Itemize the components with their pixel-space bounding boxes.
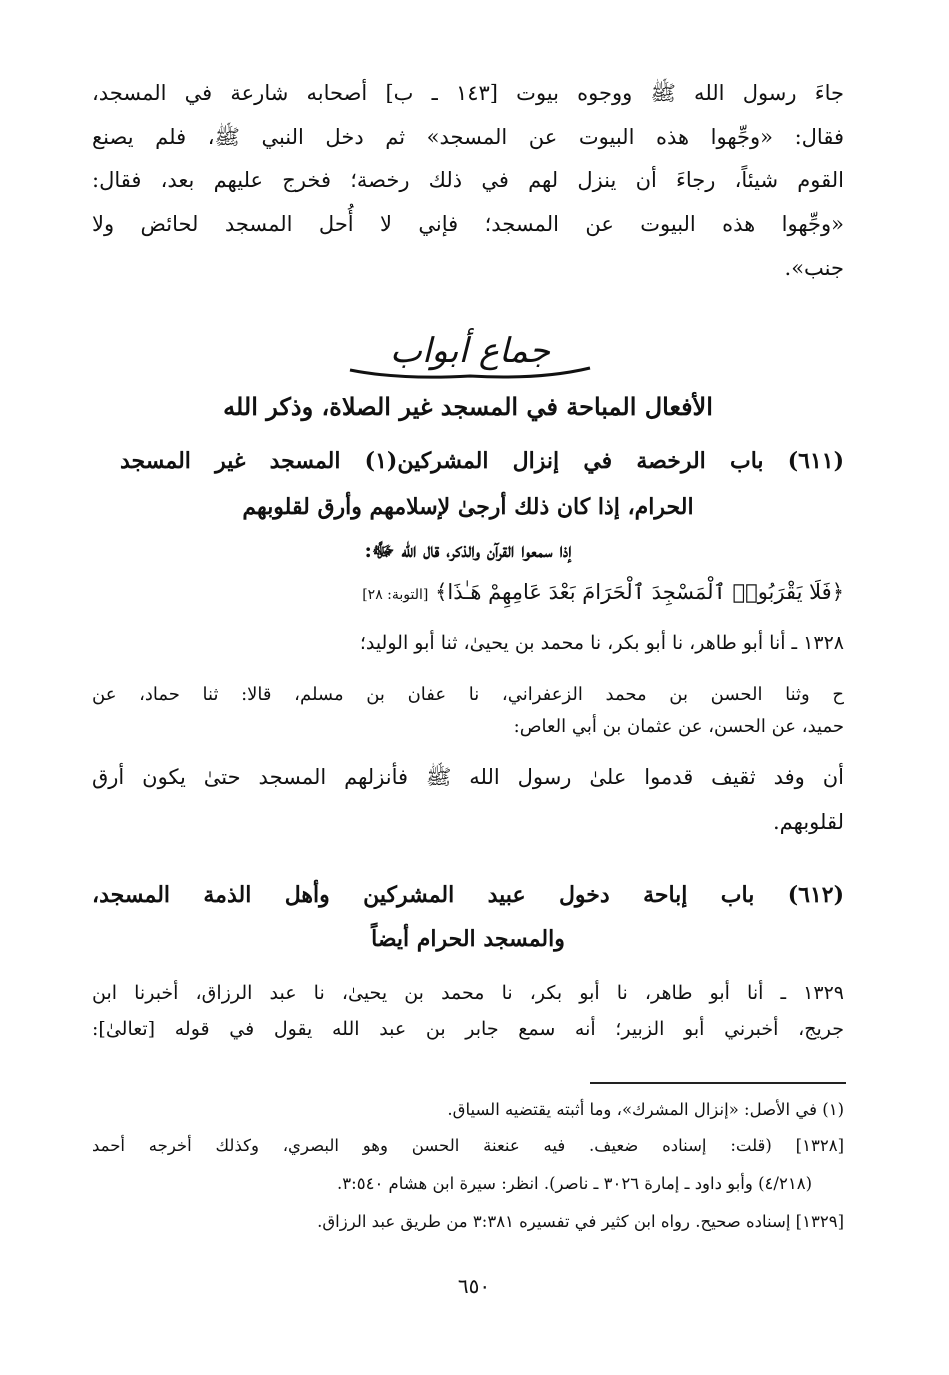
calligraphy-ornament — [340, 318, 600, 388]
hadith-1328-isnad-1: ح وثنا الحسن بن محمد الزعفراني، نا عفان بن مسلم، قالا: ثنا حماد، عن — [92, 684, 844, 705]
footnote-1328-line-2: (٤/٢١٨) وأبو داود ـ إمارة ٣٠٢٦ ـ ناصر). انظر: سيرة ابن هشام ٣:٥٤٠. — [337, 1174, 812, 1193]
bab611-line-2: الحرام، إذا كان ذلك أرجىٰ لإسلامهم وأرق لقلوبهم — [242, 494, 694, 520]
hadith-1328-isnad-2: حميد، عن الحسن، عن عثمان بن أبي العاص: — [513, 716, 844, 737]
footnote-divider — [590, 1082, 846, 1084]
hadith-1329-line-1: ١٣٢٩ ـ أنا أبو طاهر، نا أبو بكر، نا محمد بن يحيىٰ، نا عبد الرزاق، أخبرنا ابن — [92, 982, 844, 1004]
hadith-1328-line-1: ١٣٢٨ ـ أنا أبو طاهر، نا أبو بكر، نا محمد بن يحيىٰ، ثنا أبو الوليد؛ — [359, 632, 844, 654]
footnote-1328-line-1: [١٣٢٨] (قلت: إسناده ضعيف. فيه عنعنة الحسن وهو البصري، وكذلك أخرجه أحمد — [92, 1136, 844, 1155]
hadith-1328-matn-1: أن وفد ثقيف قدموا علىٰ رسول الله ﷺ فأنزلهم المسجد حتىٰ يكون أرق — [92, 765, 844, 789]
para1-line-3: القوم شيئاً، رجاءَ أن ينزل لهم في ذلك رخصة؛ فخرج عليهم بعد، فقال: — [92, 168, 844, 192]
quran-verse: ﴿فَلَا يَقْرَبُوا۟ ٱلْمَسْجِدَ ٱلْحَرَامَ بَعْدَ عَامِهِمْ هَـٰذَا﴾ — [435, 580, 844, 604]
footnote-1: (١) في الأصل: «إنزال المشرك»، وما أثبته يقتضيه السياق. — [447, 1100, 844, 1119]
para1-line-5: جنب». — [784, 256, 844, 280]
hadith-1328-matn-2: لقلوبهم. — [773, 810, 844, 834]
ornament-text: جماع أبواب — [389, 331, 551, 371]
section-title: الأفعال المباحة في المسجد غير الصلاة، وذكر الله — [223, 392, 713, 421]
quran-reference: [التوبة: ٢٨] — [362, 587, 429, 603]
bab611-line-1: (٦١١) باب الرخصة في إنزال المشركين(١) المسجد غير المسجد — [120, 448, 844, 474]
para1-line-1: جاءَ رسول الله ﷺ ووجوه بيوت [١٤٣ ـ ب] أصحابه شارعة في المسجد، — [92, 81, 844, 105]
bab612-line-2: والمسجد الحرام أيضاً — [371, 926, 565, 952]
page-number: ٦٥٠ — [457, 1274, 491, 1298]
para1-line-2: فقال: «وجِّهوا هذه البيوت عن المسجد» ثم دخل النبي ﷺ، فلم يصنع — [92, 125, 844, 149]
footnote-1329: [١٣٢٩] إسناده صحيح. رواه ابن كثير في تفسيره ٣:٣٨١ من طريق عبد الرزاق. — [317, 1212, 844, 1231]
quran-verse-row — [180, 580, 844, 604]
para1-line-4: «وجِّهوا هذه البيوت عن المسجد؛ فإني لا أُحل المسجد لحائض ولا — [92, 212, 844, 236]
bab612-line-1: (٦١٢) باب إباحة دخول عبيد المشركين وأهل الذمة المسجد، — [92, 882, 844, 908]
hadith-1329-line-2: جريج، أخبرني أبو الزبير؛ أنه سمع جابر بن عبد الله يقول في قوله [تعالىٰ]: — [92, 1018, 844, 1040]
bab611-line-3: إذا سمعوا القرآن والذكر، قال الله ﷻ: — [364, 538, 572, 562]
